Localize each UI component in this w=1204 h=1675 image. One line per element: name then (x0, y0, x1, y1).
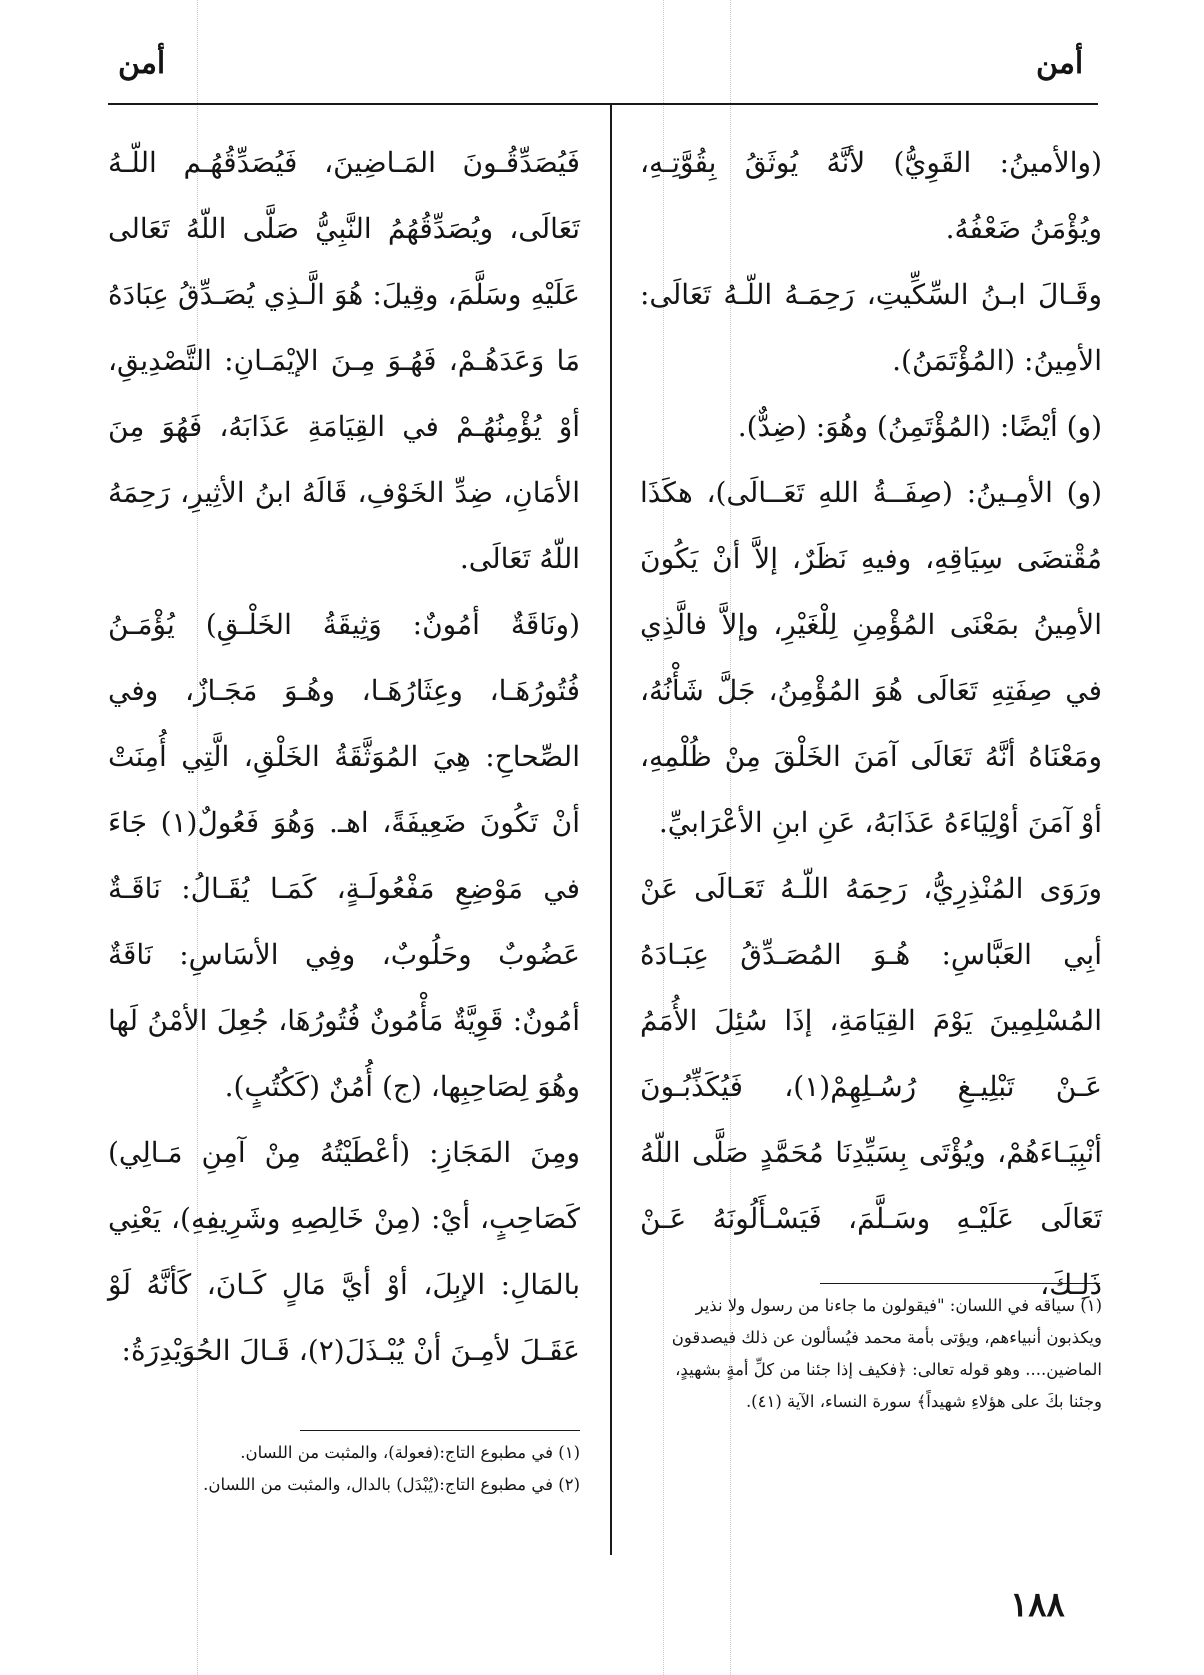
page-number: ١٨٨ (1010, 1585, 1065, 1625)
left-footnote-1: (١) في مطبوع التاج:(فعولة)، والمثبت من اللسان. (240, 1443, 580, 1462)
right-paragraph-4: (و) الأمِـينُ: (صِفَــةُ اللهِ تَعَــالَى)، هكَذَا مُقْتضَى سِيَاقِهِ، وفيهِ نَظَرٌ، إلاَّ أنْ يَكُونَ الأمِينُ بمَعْنَى المُؤْمِنِ لِلْغَيْرِ، وإلاَّ فالَّذِي في صِفَتِهِ تَعَالَى هُوَ المُؤْمِنُ، جَلَّ شَأْنُهُ، ومَعْنَاهُ أنَّهُ تَعَالَى آمَنَ الخَلْقَ مِنْ ظُلْمِهِ، أوْ آمَنَ أوْلِيَاءَهُ عَذَابَهُ، عَنِ ابنِ الأعْرَابيِّ. (640, 476, 1102, 839)
left-footnotes (108, 1437, 580, 1501)
right-column (640, 130, 1102, 1318)
header-rule (108, 103, 1098, 105)
right-footnote-1: (١) سياقه في اللسان: "فيقولون ما جاءنا من رسول ولا نذير ويكذبون أنبياءهم، ويؤتى بأمة محمد فيُسألون عن ذلك فيصدقون الماضين.... وهو قوله تعالى: ﴿فكيف إذا جئنا من كلِّ أمةٍ بشهيدٍ، وجئنا بكَ على هؤلاءِ شهيداً﴾ سورة النساء، الآية (٤١). (671, 1296, 1102, 1411)
right-paragraph-3: (و) أيْضًا: (المُؤْتَمِنُ) وهُوَ: (ضِدٌّ). (737, 410, 1102, 443)
left-paragraph-2: (ونَاقَةٌ أمُونٌ: وَثِيقَةُ الخَلْـقِ) يُؤْمَـنُ فُتُورُهَـا، وعِثَارُهَـا، وهُـوَ مَجَـازٌ، وفي الصِّحاحِ: هِيَ المُوَثَّقَةُ الخَلْقِ، الَّتِي أُمِنَتْ أنْ تَكُونَ ضَعِيفَةً، اهـ. وَهُوَ فَعُولٌ(١) جَاءَ في مَوْضِعِ مَفْعُولَـةٍ، كَمَـا يُقَـالُ: نَاقَـةٌ عَضُوبٌ وحَلُوبٌ، وفِي الأسَاسِ: نَاقَةٌ أمُونٌ: قَوِيَّةٌ مَأْمُونٌ فُتُورُهَا، جُعِلَ الأمْنُ لَها وهُوَ لِصَاحِبِها، (ج) أُمُنٌ (كَكُتُبٍ). (108, 608, 580, 1103)
right-paragraph-2: وقَـالَ ابـنُ السِّكِّيتِ، رَحِمَـهُ اللّـهُ تَعَالَى: الأمِينُ: (المُؤْتَمَنُ). (640, 278, 1102, 377)
left-paragraph-1: فَيُصَدِّقُـونَ المَـاضِينَ، فَيُصَدِّقُهُـم اللّـهُ تَعَالَى، ويُصَدِّقُهُمُ النَّبِيُّ صَلَّى اللّهُ تَعَالى عَلَيْهِ وسَلَّمَ، وقِيلَ: هُوَ الَّـذِي يُصَـدِّقُ عِبَادَهُ مَا وَعَدَهُـمْ، فَهُـوَ مِـنَ الإيْمَـانِ: التَّصْدِيقِ، أوْ يُؤْمِنُهُـمْ في القِيَامَةِ عَذَابَهُ، فَهُوَ مِنَ الأمَانِ، ضِدِّ الخَوْفِ، قَالَهُ ابنُ الأثِيرِ، رَحِمَهُ اللّهُ تَعَالَى. (108, 146, 580, 575)
right-paragraph-5: ورَوَى المُنْذِرِيُّ، رَحِمَهُ اللّـهُ تَعَـالَى عَنْ أبِي العَبَّاسِ: هُـوَ المُصَـدِّقُ عِبَـادَهُ المُسْلِمِينَ يَوْمَ القِيَامَةِ، إذَا سُئِلَ الأُمَمُ عَـنْ تَبْلِيـغِ رُسُـلِهِمْ(١)، فَيُكَذِّبُـونَ أنْبِيَـاءَهُمْ، ويُؤْتَى بِسَيِّدِنَا مُحَمَّدٍ صَلَّى اللّهُ تَعَالَى عَلَيْـهِ وسَـلَّمَ، فَيَسْـأَلُونَهُ عَـنْ ذَلِـكَ، (640, 872, 1102, 1301)
left-column (108, 130, 580, 1384)
left-footnote-rule (300, 1430, 580, 1431)
left-footnote-2: (٢) في مطبوع التاج:(يُبْدَل) بالدال، والمثبت من اللسان. (203, 1475, 580, 1494)
running-header-right: أمن (1036, 46, 1084, 81)
right-footnotes (640, 1290, 1102, 1418)
left-paragraph-3: ومِنَ المَجَازِ: (أعْطَيْتُهُ مِنْ آمِنِ مَـالِي) كَصَاحِبٍ، أيْ: (مِنْ خَالِصِهِ وشَرِيفِهِ)، يَعْنِي بالمَالِ: الإبِلَ، أوْ أيَّ مَالٍ كَـانَ، كَأنَّهُ لَوْ عَقَـلَ لأمِـنَ أنْ يُبْـذَلَ(٢)، قَـالَ الحُوَيْدِرَةُ: (108, 1136, 580, 1367)
column-divider (610, 105, 612, 1555)
right-footnote-rule (820, 1283, 1100, 1284)
running-header-left: أمن (118, 46, 166, 81)
right-paragraph-1: (والأمينُ: القَوِيُّ) لأنَّهُ يُوثَقُ بِقُوَّتِـهِ، ويُؤْمَنُ ضَعْفُهُ. (640, 146, 1102, 245)
